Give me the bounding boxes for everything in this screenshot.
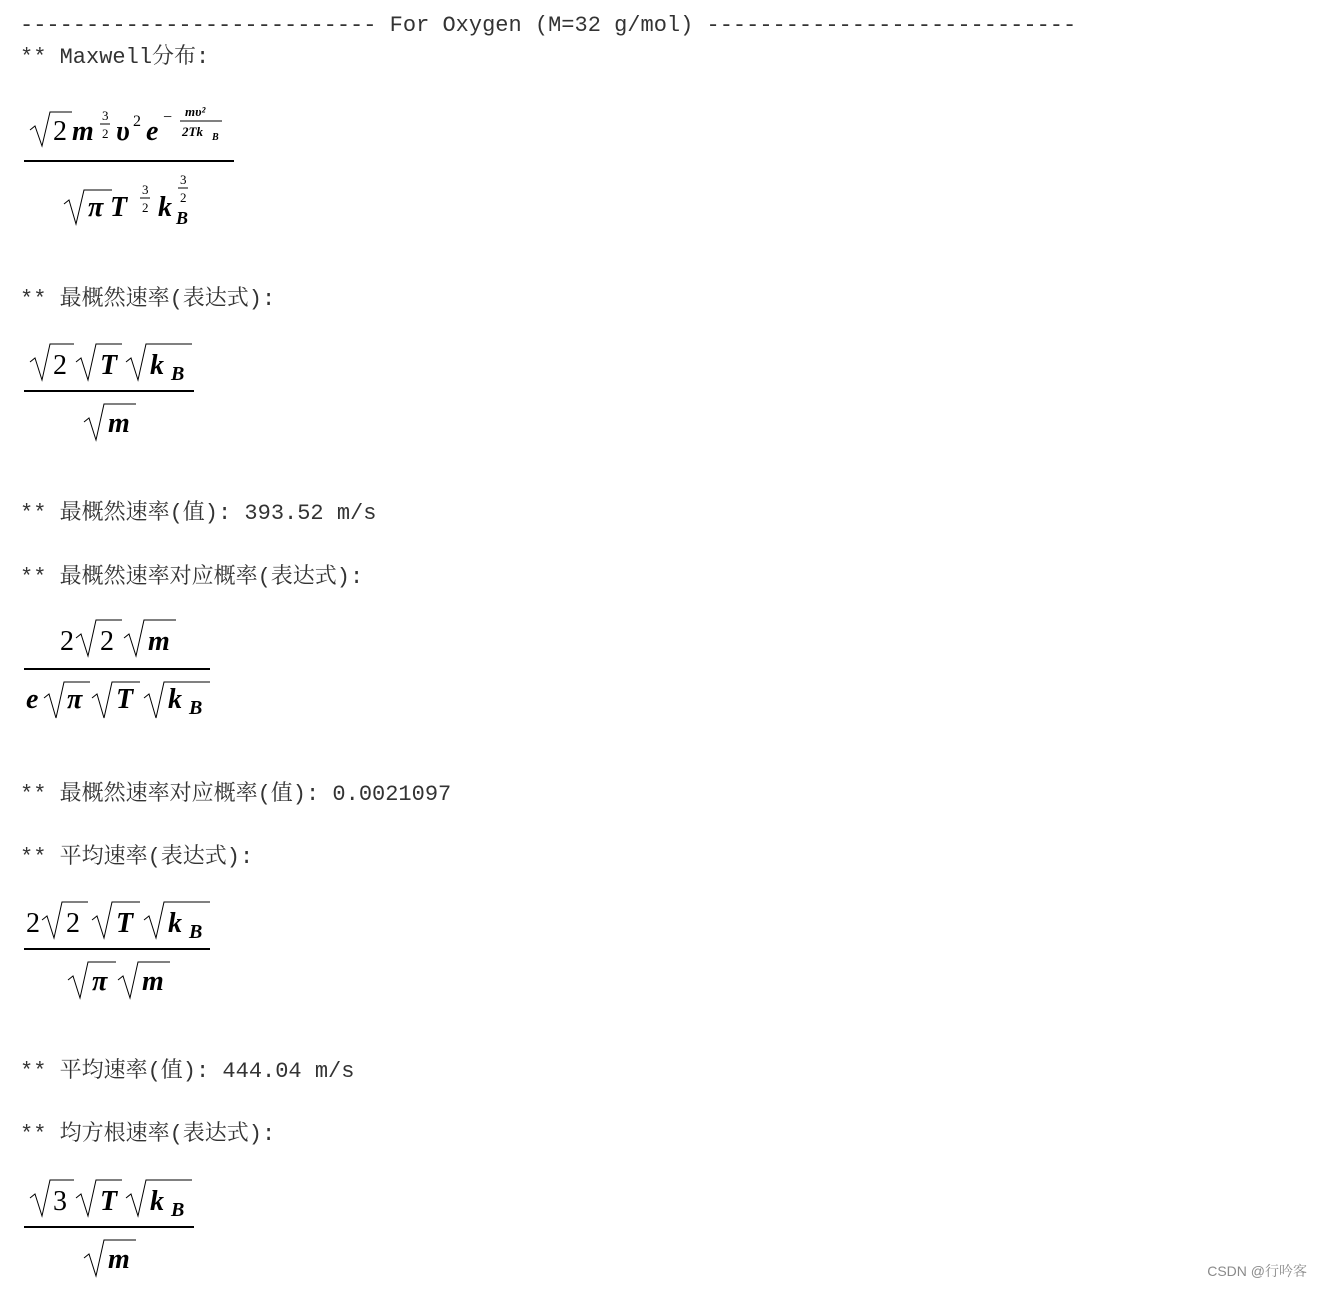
formula-symbol: m [108,408,130,439]
formula-symbol: k [158,192,172,223]
formula-symbol: υ [116,116,130,147]
fvp-formula [20,608,240,728]
formula-symbol: 2 [66,908,80,939]
formula-symbol: 3 [102,108,109,123]
formula-symbol: 2 [102,126,109,141]
formula-symbol: π [92,966,108,997]
formula-symbol: T [100,1186,118,1217]
formula-symbol: k [168,684,182,715]
vp-expr-label: ** 最概然速率(表达式): [20,287,276,312]
formula-symbol: T [116,908,134,939]
vp-value-label: ** 最概然速率(值): 393.52 m/s [20,501,377,526]
formula-symbol: T [110,192,128,223]
fvp-expr-label: ** 最概然速率对应概率(表达式): [20,565,364,590]
formula-symbol: T [116,684,134,715]
formula-symbol: B [171,363,185,385]
formula-symbol: 3 [180,172,187,187]
formula-symbol: 2 [26,908,40,939]
vrms-formula [20,1166,220,1286]
formula-symbol: e [26,684,39,715]
sqrt-sign [42,902,88,938]
formula-symbol: B [189,921,203,943]
formula-symbol: π [88,192,104,223]
fvp-value-label: ** 最概然速率对应概率(值): 0.0021097 [20,782,452,807]
vavg-expr-label: ** 平均速率(表达式): [20,845,254,870]
formula-symbol: T [100,350,118,381]
formula-symbol: m [148,626,170,657]
vavg-formula [20,888,240,1008]
formula-symbol: B [176,208,189,228]
maxwell-label: ** Maxwell分布: [20,45,210,70]
formula-symbol: π [67,684,83,715]
formula-symbol: k [168,908,182,939]
formula-symbol: B [212,132,219,143]
formula-symbol: mυ² [185,104,206,119]
formula-symbol: m [72,116,94,147]
maxwell-formula [20,90,260,240]
formula-symbol: 2 [133,113,141,130]
sqrt-sign [30,1180,74,1216]
sqrt-sign [76,620,122,656]
formula-symbol: 2Tk [182,124,203,139]
formula-symbol: B [171,1199,185,1221]
watermark: CSDN @行吟客 [1207,1263,1307,1279]
formula-symbol: 3 [53,1186,67,1217]
section-header: --------------------------- For Oxygen (M=32 g/mol) ---------------------------- [20,13,1077,38]
formula-symbol: 3 [142,182,149,197]
vp-formula [20,330,220,450]
formula-symbol: k [150,350,164,381]
formula-symbol: m [142,966,164,997]
formula-symbol: e [146,116,159,147]
formula-symbol: m [108,1244,130,1275]
formula-symbol: 2 [142,200,149,215]
vavg-value-label: ** 平均速率(值): 444.04 m/s [20,1059,355,1084]
sqrt-sign [30,344,74,380]
formula-symbol: 2 [100,626,114,657]
formula-symbol: 2 [60,626,74,657]
formula-symbol: k [150,1186,164,1217]
vrms-expr-label: ** 均方根速率(表达式): [20,1122,276,1147]
formula-symbol: − [163,109,173,126]
formula-symbol: 2 [53,116,67,147]
formula-symbol: 2 [53,350,67,381]
formula-symbol: B [189,697,203,719]
formula-symbol: 2 [180,190,187,205]
